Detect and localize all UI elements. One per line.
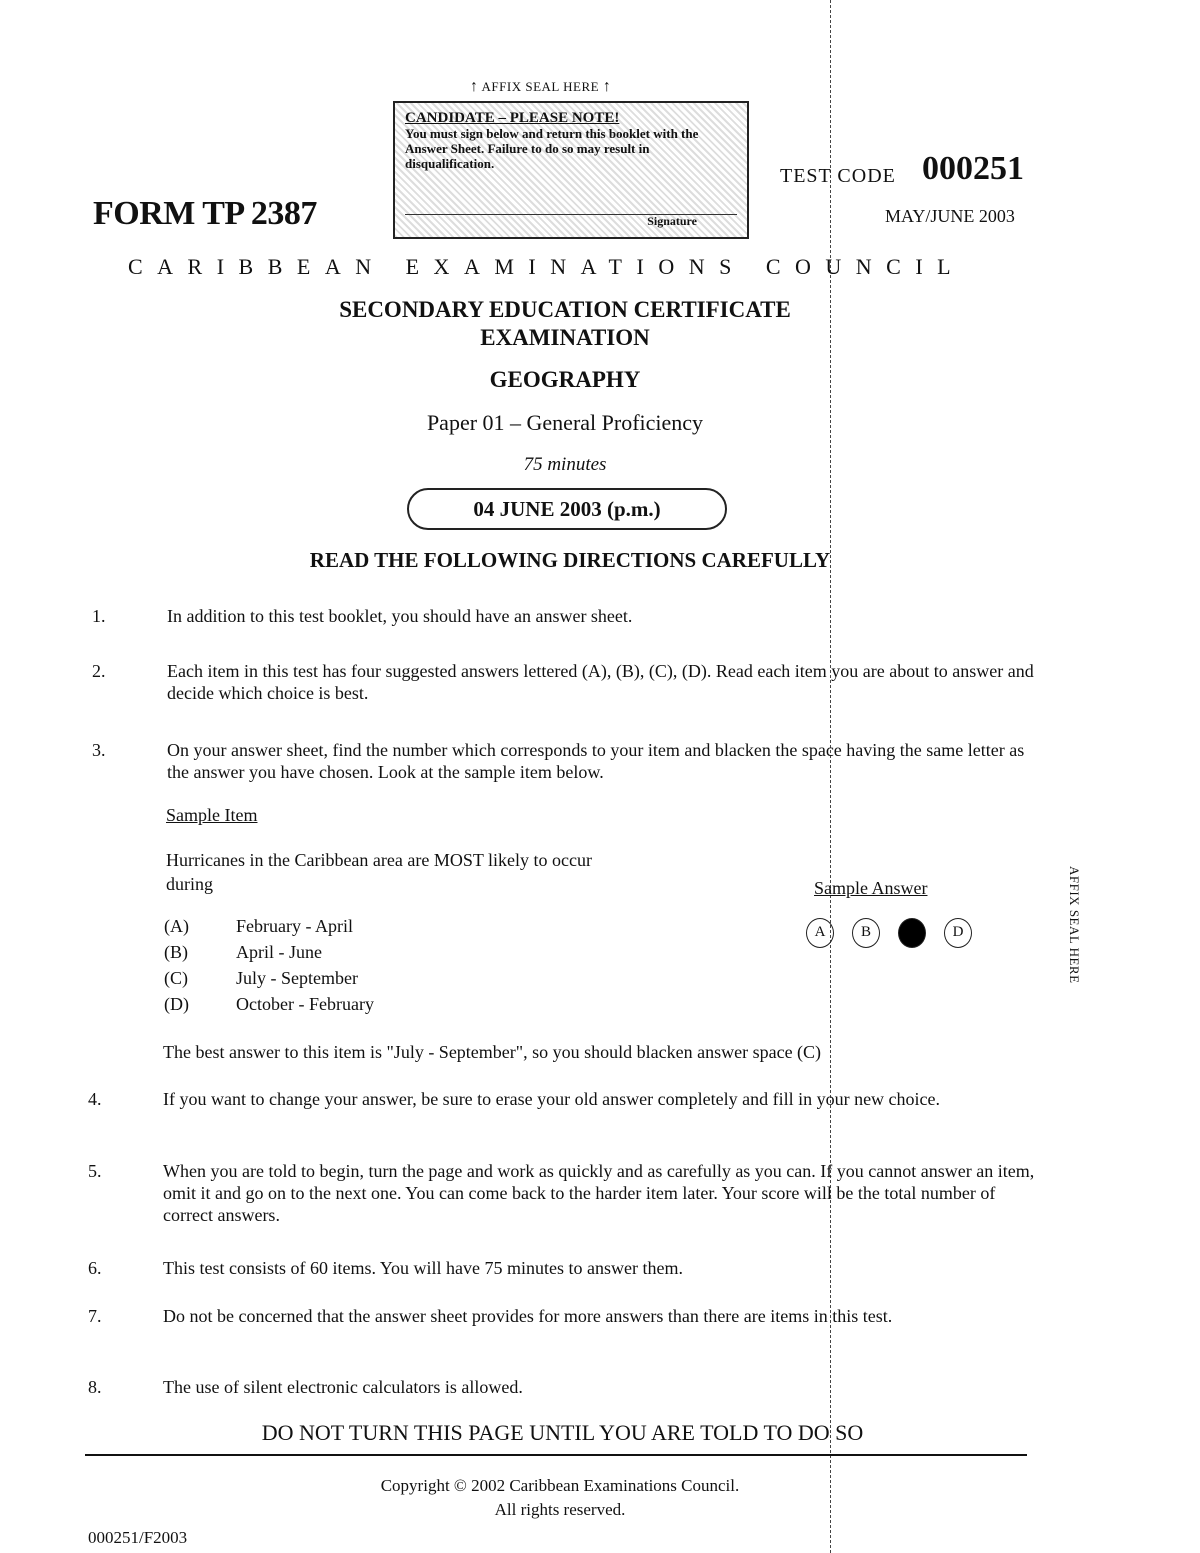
exam-session: MAY/JUNE 2003: [885, 206, 1015, 226]
direction-item: [88, 1088, 1038, 1134]
item-text: On your answer sheet, find the number which corresponds to your item and blacken the space having the same letter as the answer you have chosen. Look at the sample item below.: [167, 740, 1025, 782]
do-not-turn-notice: DO NOT TURN THIS PAGE UNTIL YOU ARE TOLD TO DO SO: [261, 1420, 864, 1445]
notice-body: You must sign below and return this booklet with the Answer Sheet. Failure to do so may result in disqualification.: [405, 126, 699, 171]
item-text: Do not be concerned that the answer sheet provides for more answers than there are items in this test.: [163, 1306, 893, 1326]
notice-title: CANDIDATE – PLEASE NOTE!: [405, 110, 620, 126]
option-letter: (C): [164, 968, 188, 988]
exam-title-line-1: SECONDARY EDUCATION CERTIFICATE: [339, 297, 791, 322]
divider: [85, 1454, 1027, 1456]
arrow-up-icon: ↑: [470, 78, 479, 95]
item-number: 5.: [88, 1161, 102, 1181]
sample-option: [164, 942, 322, 963]
option-letter: (D): [164, 994, 189, 1014]
answer-bubble-d: D: [944, 918, 972, 948]
item-number: 6.: [88, 1258, 102, 1278]
subject: GEOGRAPHY: [489, 367, 641, 392]
direction-item: [88, 1160, 1038, 1228]
sample-best-answer: The best answer to this item is "July - September", so you should blacken answer space (C): [163, 1042, 822, 1062]
sample-option: [164, 916, 353, 937]
council-name: CARIBBEAN EXAMINATIONS COUNCIL: [128, 254, 966, 279]
item-number: 4.: [88, 1089, 102, 1109]
arrow-up-icon: ↑: [602, 78, 612, 95]
exam-title-line-2: EXAMINATION: [480, 325, 650, 350]
answer-bubble-a: A: [806, 918, 834, 948]
signature-label: Signature: [647, 214, 697, 228]
answer-bubble-b: B: [852, 918, 880, 948]
direction-item: [92, 660, 1037, 706]
candidate-notice-box: [393, 101, 749, 239]
copyright: [300, 1474, 820, 1522]
direction-item: [92, 739, 1037, 785]
direction-item: [88, 1257, 1038, 1281]
item-text: This test consists of 60 items. You will have 75 minutes to answer them.: [163, 1258, 683, 1278]
item-number: 3.: [92, 740, 106, 760]
exam-date: 04 JUNE 2003 (p.m.): [407, 488, 727, 530]
item-text: Each item in this test has four suggested answers lettered (A), (B), (C), (D). Read each item you are about to answer and decide which choice is best.: [167, 661, 1034, 703]
test-code-value: 000251: [922, 150, 1024, 187]
sample-answer-bubbles: [806, 918, 986, 950]
sample-question: Hurricanes in the Caribbean area are MOST likely to occur during: [166, 850, 593, 894]
affix-seal-top-label: AFFIX SEAL HERE: [481, 79, 600, 94]
item-number: 7.: [88, 1306, 102, 1326]
item-text: In addition to this test booklet, you should have an answer sheet.: [167, 606, 633, 626]
answer-bubble-c-filled: [898, 918, 926, 948]
exam-title: [300, 296, 830, 352]
direction-item: [88, 1376, 1038, 1400]
direction-item: [88, 1305, 1038, 1351]
affix-seal-side: [1054, 850, 1082, 1000]
sample-answer-label: Sample Answer: [814, 878, 928, 898]
form-id: FORM TP 2387: [93, 195, 317, 232]
paper-title: Paper 01 – General Proficiency: [426, 410, 704, 435]
option-text: February - April: [236, 916, 353, 936]
duration: 75 minutes: [523, 454, 607, 475]
option-letter: (B): [164, 942, 188, 962]
item-text: If you want to change your answer, be sure to erase your old answer completely and fill in your new choice.: [163, 1089, 941, 1109]
test-code-label: TEST CODE: [780, 165, 896, 187]
copyright-line-2: All rights reserved.: [494, 1500, 626, 1519]
sample-option: [164, 994, 374, 1015]
option-text: July - September: [236, 968, 358, 988]
item-text: The use of silent electronic calculators is allowed.: [163, 1377, 523, 1397]
affix-seal-side-label: AFFIX SEAL HERE: [1067, 866, 1082, 984]
item-text: When you are told to begin, turn the page and work as quickly and as carefully as you can. If you cannot answer an item, omit it and go on to the next one. You can come back to the harder item later. Your score will be the total number of correct answers.: [163, 1161, 1035, 1225]
item-number: 1.: [92, 606, 106, 626]
item-number: 2.: [92, 661, 106, 681]
footer-code: 000251/F2003: [88, 1528, 188, 1547]
option-text: October - February: [236, 994, 374, 1014]
affix-seal-top: [470, 78, 611, 96]
option-letter: (A): [164, 916, 189, 936]
option-text: April - June: [236, 942, 322, 962]
item-number: 8.: [88, 1377, 102, 1397]
sample-item-label: Sample Item: [166, 805, 258, 825]
direction-item: [92, 605, 1037, 629]
directions-heading: READ THE FOLLOWING DIRECTIONS CAREFULLY: [309, 548, 831, 572]
sample-option: [164, 968, 358, 989]
copyright-line-1: Copyright © 2002 Caribbean Examinations Council.: [380, 1476, 740, 1495]
